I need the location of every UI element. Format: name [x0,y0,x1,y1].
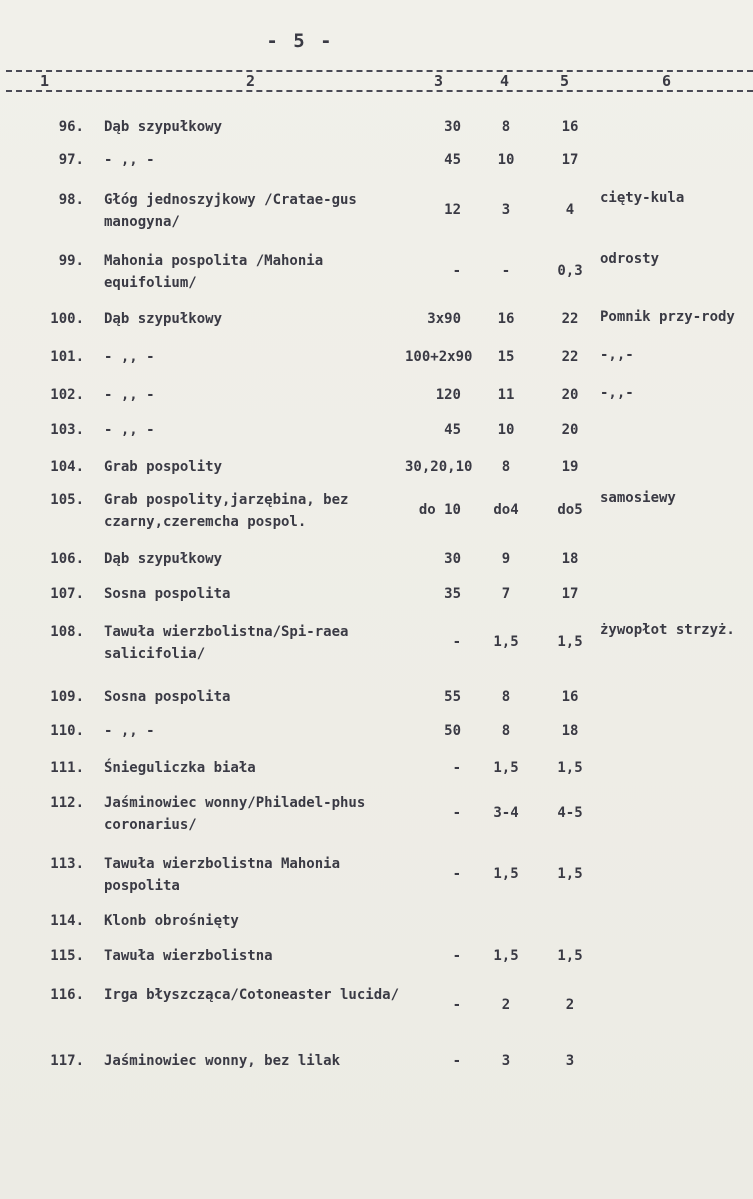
row-number: 112. [50,795,84,811]
column-4-value: 8 [501,723,511,739]
plant-name: Irga błyszcząca/Cotoneaster lucida/ [104,987,400,1003]
column-4-value: 8 [501,689,511,705]
plant-name: - ,, - [104,152,155,168]
column-3-value: 55 [444,689,461,705]
column-4-value: 1,5 [493,866,519,882]
row-number: 101. [50,349,84,365]
column-3-value: 120 [435,387,461,403]
remarks: -,,- [600,385,634,401]
row-number: 104. [50,459,84,475]
column-3-value: 30,20,10 [405,459,473,475]
column-3-value: 45 [444,422,461,438]
remarks: cięty-kula [600,190,685,206]
column-4-value: 2 [501,997,511,1013]
plant-name: Dąb szypułkowy [104,311,223,327]
header-rule-top [6,70,753,72]
column-3-value: - [452,263,461,279]
column-3-value: 3x90 [427,311,461,327]
plant-name: Grab pospolity [104,459,223,475]
column-3-value: - [452,997,461,1013]
column-3-value: - [452,1053,461,1069]
plant-name: Sosna pospolita [104,586,231,602]
column-3-value: 45 [444,152,461,168]
column-4-value: 1,5 [493,760,519,776]
row-number: 105. [50,492,84,508]
row-number: 108. [50,624,84,640]
plant-name: Jaśminowiec wonny/Philadel-phus coronarius/ [104,795,366,833]
plant-name: Tawuła wierzbolistna/Spi-raea salicifolia/ [104,624,349,662]
plant-name: Tawuła wierzbolistna Mahonia pospolita [104,856,341,894]
plant-name: Jaśminowiec wonny, bez lilak [104,1053,341,1069]
plant-name: - ,, - [104,422,155,438]
plant-name: Dąb szypułkowy [104,119,223,135]
row-number: 103. [50,422,84,438]
column-3-value: - [452,866,461,882]
column-5-value: 18 [561,551,579,567]
column-5-value: 2 [565,997,575,1013]
plant-name: Sosna pospolita [104,689,231,705]
column-5-value: 4 [565,202,575,218]
column-5-value: 20 [561,387,579,403]
column-3-value: 30 [444,551,461,567]
row-number: 110. [50,723,84,739]
row-number: 102. [50,387,84,403]
column-5-value: 4-5 [557,805,583,821]
column-4-value: 10 [497,152,515,168]
column-4-value: 1,5 [493,634,519,650]
column-5-value: 19 [561,459,579,475]
column-4-value: 15 [497,349,515,365]
row-number: 99. [58,253,84,269]
column-5-value: 18 [561,723,579,739]
page-number: - 5 - [266,30,334,52]
row-number: 100. [50,311,84,327]
column-4-value: 11 [497,387,515,403]
column-3-value: 100+2x90 [405,349,473,365]
plant-name: - ,, - [104,387,155,403]
column-5-value: 1,5 [557,866,583,882]
row-number: 98. [58,192,84,208]
column-3-value: 50 [444,723,461,739]
remarks: żywopłot strzyż. [600,622,735,638]
column-3-value: do 10 [418,502,461,518]
column-4-value: 10 [497,422,515,438]
column-4-value: - [501,263,511,279]
row-number: 117. [50,1053,84,1069]
row-number: 97. [58,152,84,168]
row-number: 96. [58,119,84,135]
row-number: 114. [50,913,84,929]
column-4-value: 8 [501,119,511,135]
column-5-value: 20 [561,422,579,438]
header-rule-bottom [6,90,753,92]
row-number: 107. [50,586,84,602]
column-5-value: 16 [561,119,579,135]
column-3-value: - [452,948,461,964]
plant-name: Klonb obrośnięty [104,913,239,929]
column-4-value: 7 [501,586,511,602]
plant-name: Śnieguliczka biała [104,760,256,776]
column-5-value: 1,5 [557,760,583,776]
column-3-value: - [452,760,461,776]
column-3-value: - [452,805,461,821]
row-number: 115. [50,948,84,964]
column-4-value: do4 [493,502,519,518]
column-3-value: - [452,634,461,650]
column-3-value: 30 [444,119,461,135]
column-4-value: 16 [497,311,515,327]
plant-name: Tawuła wierzbolistna [104,948,273,964]
column-4-value: 3 [501,1053,511,1069]
column-4-value: 3 [501,202,511,218]
column-header-1: 1 [40,72,50,90]
plant-name: Mahonia pospolita /Mahonia equifolium/ [104,253,324,291]
column-header-2: 2 [246,72,256,90]
column-header-5: 5 [560,72,570,90]
remarks: samosiewy [600,490,676,506]
column-4-value: 9 [501,551,511,567]
column-5-value: 0,3 [557,263,583,279]
column-5-value: 22 [561,311,579,327]
row-number: 113. [50,856,84,872]
column-5-value: 1,5 [557,948,583,964]
column-header-3: 3 [434,72,444,90]
plant-name: Dąb szypułkowy [104,551,223,567]
column-header-4: 4 [500,72,510,90]
column-5-value: 17 [561,152,579,168]
plant-name: Grab pospolity,jarzębina, bez czarny,czeremcha pospol. [104,492,349,530]
column-5-value: 3 [565,1053,575,1069]
row-number: 109. [50,689,84,705]
column-4-value: 1,5 [493,948,519,964]
remarks: -,,- [600,347,634,363]
row-number: 111. [50,760,84,776]
plant-name: - ,, - [104,349,155,365]
column-4-value: 3-4 [493,805,519,821]
plant-name: - ,, - [104,723,155,739]
column-3-value: 12 [444,202,461,218]
row-number: 106. [50,551,84,567]
column-4-value: 8 [501,459,511,475]
row-number: 116. [50,987,84,1003]
remarks: Pomnik przy-rody [600,309,735,325]
column-3-value: 35 [444,586,461,602]
column-5-value: 17 [561,586,579,602]
column-5-value: 1,5 [557,634,583,650]
column-5-value: 22 [561,349,579,365]
plant-name: Głóg jednoszyjkowy /Cratae-gus manogyna/ [104,192,357,230]
column-header-6: 6 [662,72,672,90]
column-5-value: 16 [561,689,579,705]
remarks: odrosty [600,251,660,267]
column-5-value: do5 [557,502,583,518]
